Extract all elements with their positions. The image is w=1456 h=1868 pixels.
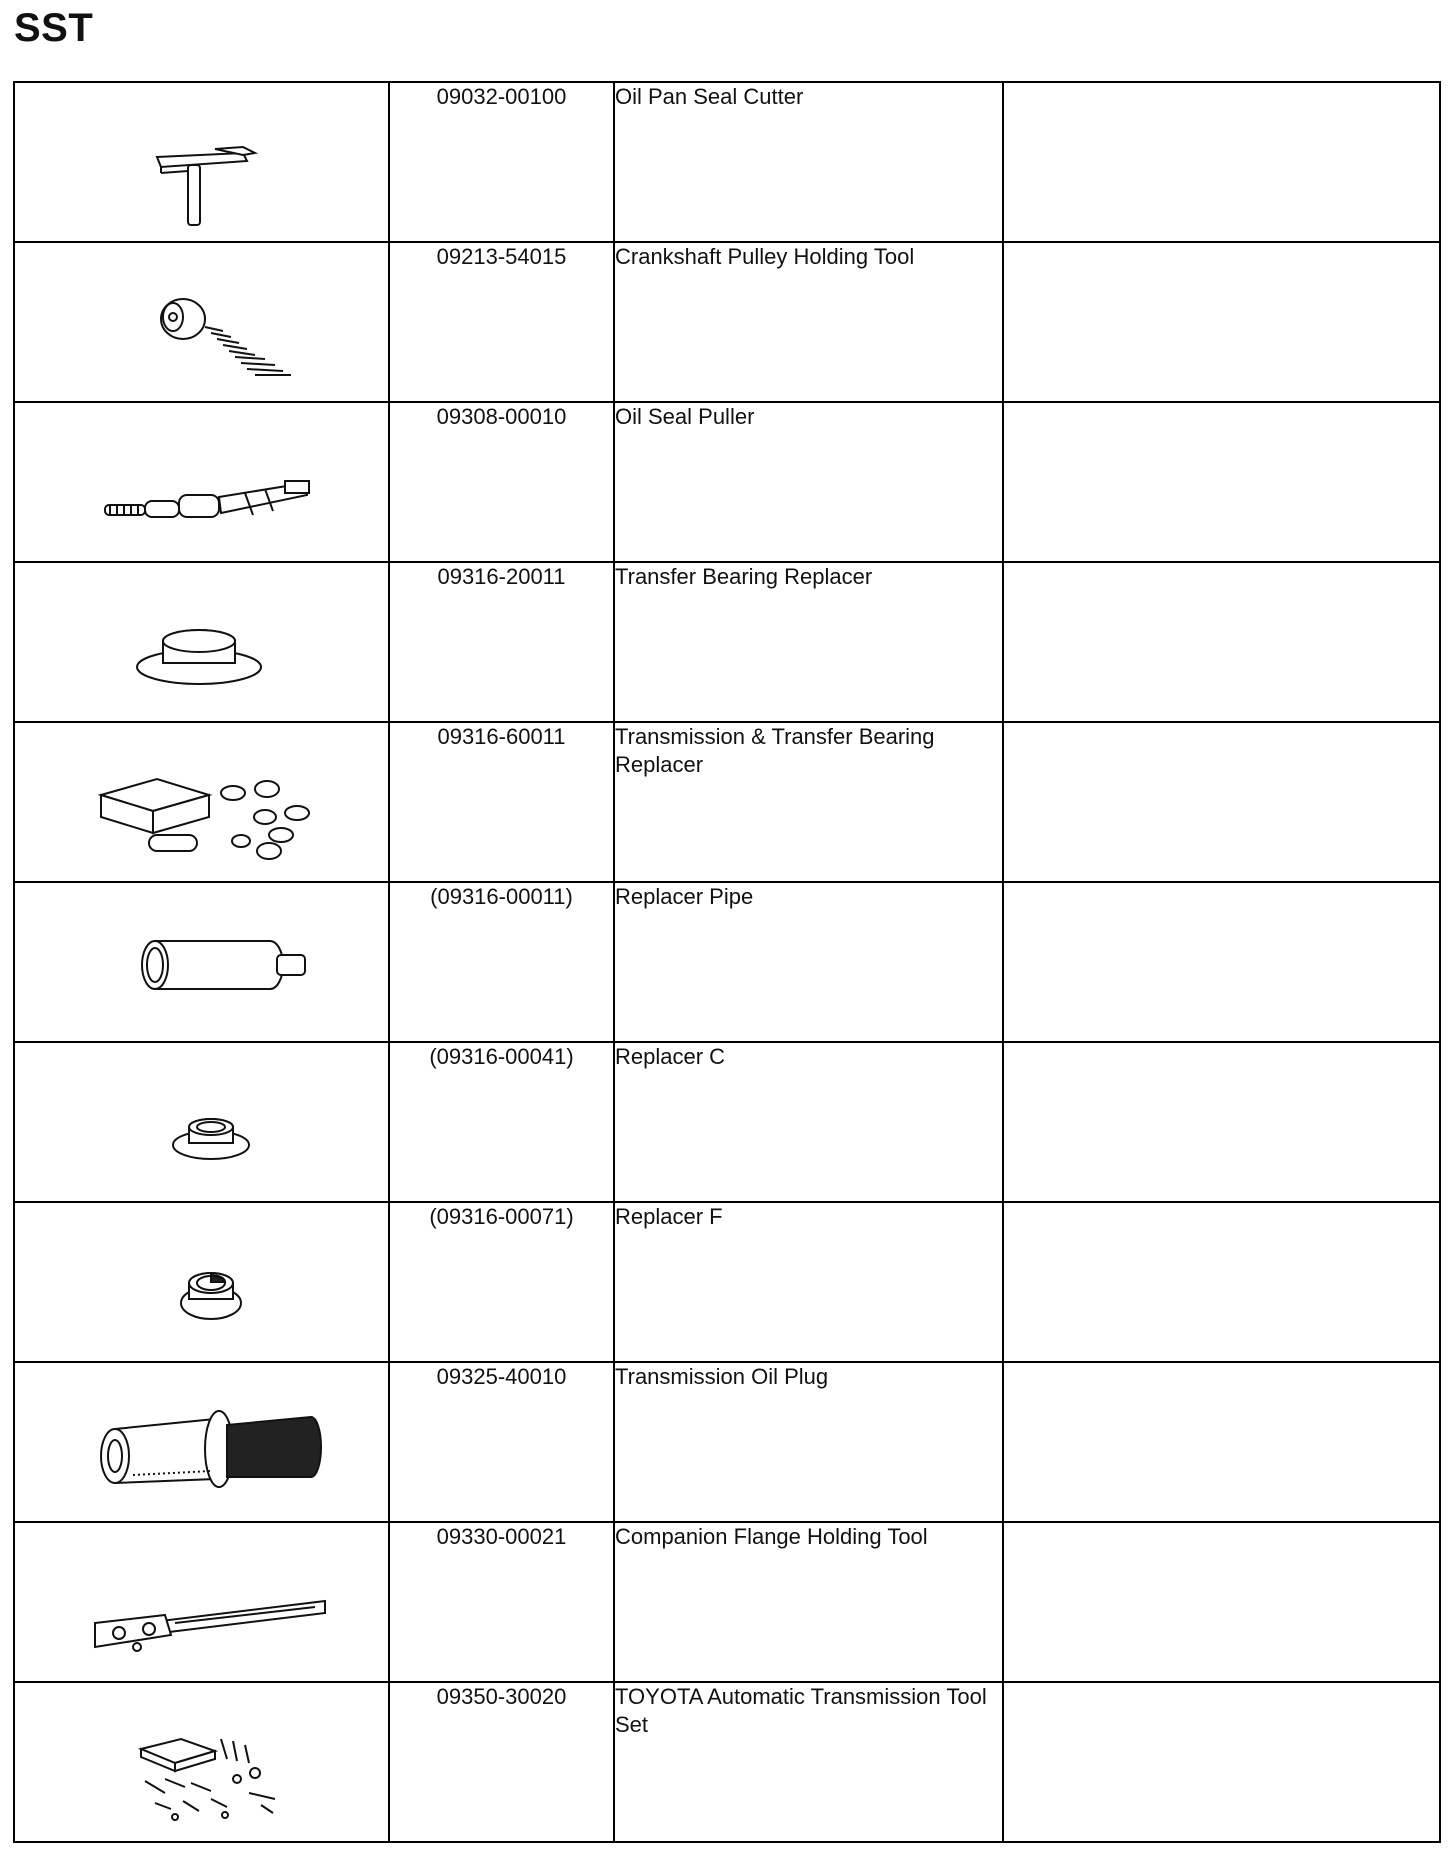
tool-name: Replacer F <box>614 1202 1003 1362</box>
part-number: 09316-60011 <box>389 722 614 882</box>
note-cell <box>1003 1522 1440 1682</box>
tool-illustration-cell <box>14 402 389 562</box>
note-cell <box>1003 242 1440 402</box>
note-cell <box>1003 1682 1440 1842</box>
table-row <box>14 882 1440 1042</box>
tool-name: Transfer Bearing Replacer <box>614 562 1003 722</box>
tool-illustration-cell <box>14 1522 389 1682</box>
note-cell <box>1003 722 1440 882</box>
replacer-set-icon <box>15 723 388 881</box>
tool-name: TOYOTA Automatic Transmission Tool Set <box>614 1682 1003 1842</box>
note-cell <box>1003 402 1440 562</box>
part-number: 09350-30020 <box>389 1682 614 1842</box>
tool-name: Replacer C <box>614 1042 1003 1202</box>
tool-illustration-cell <box>14 1682 389 1842</box>
note-cell <box>1003 1362 1440 1522</box>
tool-illustration-cell <box>14 1202 389 1362</box>
table-row <box>14 1202 1440 1362</box>
part-number: 09316-20011 <box>389 562 614 722</box>
table-row <box>14 562 1440 722</box>
table-row <box>14 722 1440 882</box>
note-cell <box>1003 882 1440 1042</box>
tool-illustration-cell <box>14 1042 389 1202</box>
part-number: 09308-00010 <box>389 402 614 562</box>
tool-illustration-cell <box>14 1362 389 1522</box>
tool-illustration-cell <box>14 82 389 242</box>
part-number: 09213-54015 <box>389 242 614 402</box>
pulley-holding-tool-icon <box>15 243 388 401</box>
table-row <box>14 1362 1440 1522</box>
tool-name: Oil Seal Puller <box>614 402 1003 562</box>
tool-name: Oil Pan Seal Cutter <box>614 82 1003 242</box>
replacer-pipe-icon <box>15 883 388 1041</box>
replacer-c-icon <box>15 1043 388 1201</box>
table-row <box>14 82 1440 242</box>
part-number: (09316-00011) <box>389 882 614 1042</box>
tool-illustration-cell <box>14 882 389 1042</box>
page-title: SST <box>14 6 94 50</box>
tool-illustration-cell <box>14 242 389 402</box>
replacer-f-icon <box>15 1203 388 1361</box>
part-number: 09032-00100 <box>389 82 614 242</box>
oil-plug-icon <box>15 1363 388 1521</box>
tool-illustration-cell <box>14 722 389 882</box>
tool-name: Companion Flange Holding Tool <box>614 1522 1003 1682</box>
note-cell <box>1003 1202 1440 1362</box>
note-cell <box>1003 82 1440 242</box>
table-row <box>14 1682 1440 1842</box>
tool-illustration-cell <box>14 562 389 722</box>
oil-seal-puller-icon <box>15 403 388 561</box>
seal-cutter-icon <box>15 83 388 241</box>
part-number: (09316-00071) <box>389 1202 614 1362</box>
part-number: (09316-00041) <box>389 1042 614 1202</box>
tool-name: Transmission Oil Plug <box>614 1362 1003 1522</box>
tool-name: Transmission & Transfer Bearing Replacer <box>614 722 1003 882</box>
transmission-tool-set-icon <box>15 1683 388 1841</box>
flange-holding-tool-icon <box>15 1523 388 1681</box>
part-number: 09325-40010 <box>389 1362 614 1522</box>
note-cell <box>1003 562 1440 722</box>
bearing-replacer-icon <box>15 563 388 721</box>
table-row <box>14 242 1440 402</box>
tool-name: Replacer Pipe <box>614 882 1003 1042</box>
table-row <box>14 1042 1440 1202</box>
note-cell <box>1003 1042 1440 1202</box>
table-row <box>14 402 1440 562</box>
sst-table <box>13 81 1441 1843</box>
table-row <box>14 1522 1440 1682</box>
tool-name: Crankshaft Pulley Holding Tool <box>614 242 1003 402</box>
part-number: 09330-00021 <box>389 1522 614 1682</box>
